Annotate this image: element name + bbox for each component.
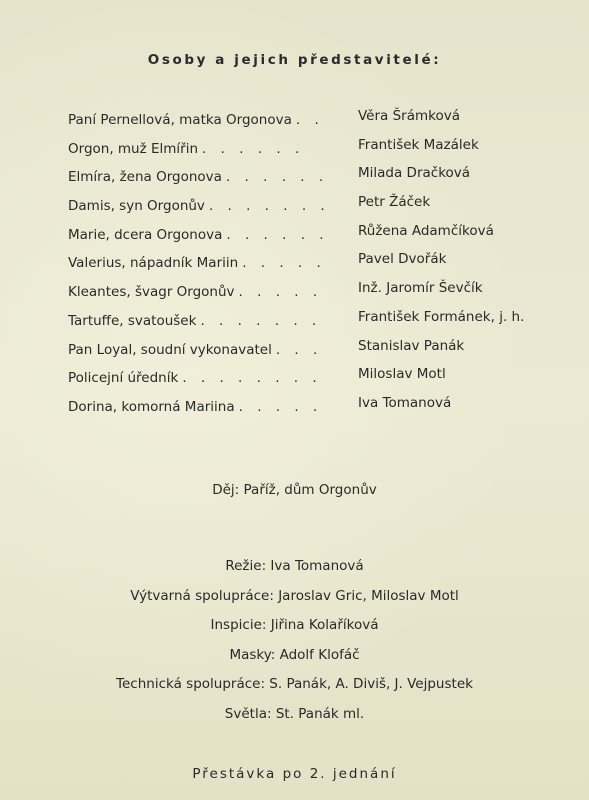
leader-dots: . . . . . .: [226, 226, 329, 243]
actor-name: Petr Žáček: [358, 194, 431, 211]
actor-name: František Mazálek: [358, 136, 479, 153]
cast-row: [68, 366, 548, 399]
leader-dots: . . . . . . .: [208, 198, 330, 215]
actor-name: Iva Tomanová: [358, 394, 452, 411]
role-name: Pan Loyal, soudní vykonavatel . . .: [68, 341, 323, 358]
cast-row: [68, 136, 548, 170]
actor-name: Milada Dračková: [358, 165, 471, 182]
leader-dots: . . . . .: [238, 398, 323, 415]
leader-dots: . . . . .: [238, 284, 323, 301]
role-name: Damis, syn Orgonův . . . . . . .: [68, 198, 330, 215]
cast-heading: Osoby a jejich představitelé:: [147, 52, 442, 68]
leader-dots: . .: [295, 112, 324, 128]
actor-name: Inž. Jaromír Ševčík: [358, 280, 483, 297]
role-name: Tartuffe, svatoušek . . . . . . .: [68, 312, 322, 329]
role-name: Kleantes, švagr Orgonův . . . . .: [68, 284, 323, 301]
actor-name: František Formánek, j. h.: [358, 308, 525, 325]
credit-technical: Technická spolupráce: S. Panák, A. Diviš, J. Vejpustek: [116, 676, 473, 692]
leader-dots: . . . . . .: [225, 169, 329, 186]
leader-dots: . . . . .: [242, 255, 326, 272]
setting-line: Děj: Paříž, dům Orgonův: [212, 482, 377, 498]
cast-list: [68, 108, 548, 428]
role-name: Dorina, komorná Mariina . . . . .: [68, 398, 323, 415]
leader-dots: . . . . . . .: [200, 312, 322, 329]
actor-name: Stanislav Panák: [358, 337, 465, 354]
role-name: Marie, dcera Orgonova . . . . . .: [68, 226, 329, 243]
cast-row: [68, 394, 548, 428]
role-name: Paní Pernellová, matka Orgonova . .: [68, 112, 324, 128]
role-name: Elmíra, žena Orgonova . . . . . .: [68, 169, 329, 186]
intermission-note: Přestávka po 2. jednání: [192, 766, 397, 782]
credit-lighting: Světla: St. Panák ml.: [224, 705, 365, 722]
credit-masks: Masky: Adolf Klofáč: [229, 646, 360, 663]
cast-row: [68, 222, 548, 256]
cast-row: [68, 337, 548, 371]
cast-row: [68, 165, 548, 198]
actor-name: Věra Šrámková: [358, 108, 461, 124]
leader-dots: . . . . . . . .: [182, 370, 322, 387]
role-name: Valerius, nápadník Mariin . . . . .: [68, 255, 326, 272]
credit-direction: Režie: Iva Tomanová: [225, 558, 364, 574]
credit-design: Výtvarná spolupráce: Jaroslav Gric, Miloslav Motl: [130, 587, 459, 604]
actor-name: Miloslav Motl: [358, 366, 446, 383]
production-credits: [0, 558, 589, 735]
actor-name: Růžena Adamčíková: [358, 222, 494, 239]
cast-row: [68, 308, 548, 342]
leader-dots: . . .: [275, 341, 323, 358]
leader-dots: . . . . . .: [202, 140, 305, 157]
role-name: Orgon, muž Elmířin . . . . . .: [68, 140, 305, 157]
actor-name: Pavel Dvořák: [358, 251, 447, 268]
role-name: Policejní úředník . . . . . . . .: [68, 370, 322, 387]
credit-stage-manager: Inspicie: Jiřina Kolaříková: [210, 617, 379, 633]
